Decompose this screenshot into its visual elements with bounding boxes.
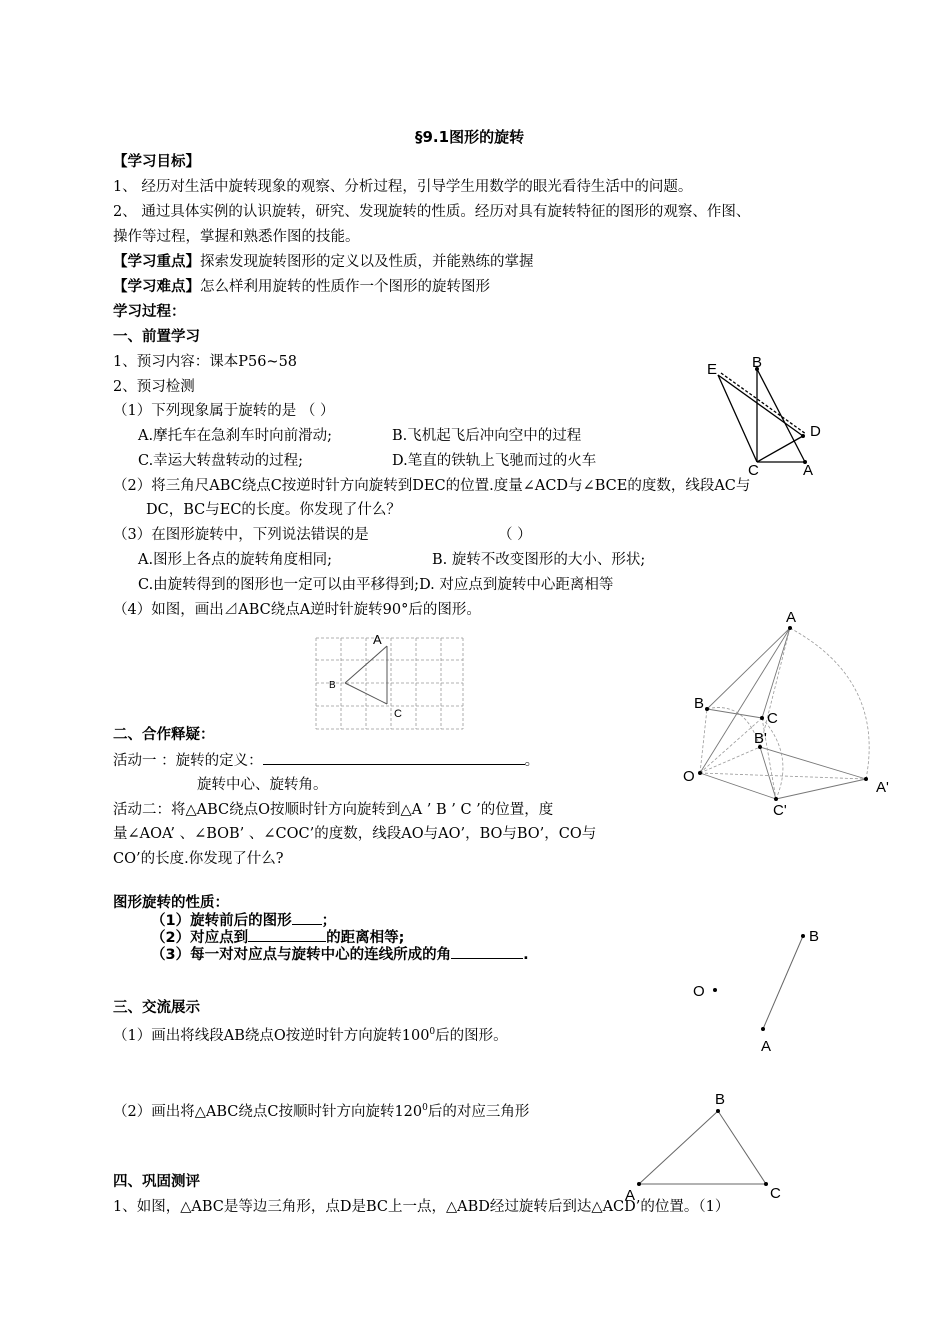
property-2-end: 的距离相等; bbox=[326, 930, 405, 946]
activity2-line3: CO’的长度.你发现了什么? bbox=[113, 851, 284, 867]
fig5-point-c bbox=[764, 1182, 768, 1186]
fig1-label-a: A bbox=[803, 462, 814, 479]
fig3-point-a bbox=[788, 626, 792, 630]
s4-q1: 1、如图，△ABC是等边三角形，点D是BC上一点，△ABD经过旋转后到达△ACD’的位置。（1） bbox=[113, 1199, 730, 1215]
activity1 bbox=[113, 750, 539, 771]
section3-heading: 三、交流展示 bbox=[113, 1000, 200, 1016]
fig3-label-a: A bbox=[786, 609, 797, 626]
page-title: §9.1图形的旋转 bbox=[415, 128, 525, 146]
fig3-label-c-prime: C' bbox=[773, 802, 787, 819]
property-2-text: （2）对应点到 bbox=[151, 930, 249, 946]
fig5-segment-ab bbox=[639, 1111, 718, 1184]
property-3 bbox=[151, 946, 529, 964]
fig1-label-c: C bbox=[748, 462, 759, 479]
key-point-label: 【学习重点】 bbox=[113, 254, 200, 270]
properties-heading: 图形旋转的性质： bbox=[113, 895, 229, 911]
s3-q2-end: 后的对应三角形 bbox=[427, 1103, 530, 1120]
fig5-label-b: B bbox=[715, 1091, 726, 1108]
key-point bbox=[113, 252, 534, 272]
difficulty bbox=[113, 277, 490, 297]
property-1-end: ； bbox=[321, 913, 337, 929]
property-1-text: （1）旋转前后的图形 bbox=[151, 913, 292, 929]
s3-q2 bbox=[113, 1098, 529, 1122]
difficulty-label: 【学习难点】 bbox=[113, 279, 200, 295]
property-3-blank[interactable] bbox=[451, 946, 523, 959]
activity2-line1: 活动二：将△ABC绕点O按顺时针方向旋转到△A ’ B ’ C ’的位置，度 bbox=[113, 802, 554, 818]
fig5-point-b bbox=[716, 1109, 720, 1113]
fig4-segment-ab bbox=[763, 936, 803, 1029]
fig5-label-c: C bbox=[770, 1185, 781, 1202]
section4-heading: 四、巩固测评 bbox=[113, 1174, 200, 1190]
activity1-end: 。 bbox=[524, 753, 540, 769]
fig5-segment-bc bbox=[718, 1111, 766, 1184]
fig1-label-e: E bbox=[707, 361, 718, 378]
fig3-point-c-prime bbox=[774, 797, 778, 801]
fig3-label-a-prime: A' bbox=[876, 779, 889, 796]
s3-q2-degree: 0 bbox=[422, 1103, 428, 1113]
q2-line1: （2）将三角尺ABC绕点C按逆时针方向旋转到DEC的位置.度量∠ACD与∠BCE的度数，线段AC与 bbox=[113, 478, 751, 494]
property-1-blank[interactable] bbox=[292, 912, 322, 925]
process-heading: 学习过程： bbox=[113, 304, 186, 320]
fig2-label-c: C bbox=[394, 708, 402, 720]
fig1-label-d: D bbox=[810, 423, 821, 440]
property-2-blank[interactable] bbox=[248, 929, 326, 942]
s3-q1-degree: 0 bbox=[429, 1027, 436, 1037]
objective-2-line1: 2、 通过具体实例的认识旋转，研究、发现旋转的性质。经历对具有旋转特征的图形的观察、作图、 bbox=[113, 204, 751, 220]
activity1-blank[interactable] bbox=[263, 750, 525, 765]
q3-option-a: A.图形上各点的旋转角度相同; bbox=[138, 552, 332, 568]
q3-bracket: （ ） bbox=[498, 527, 532, 543]
s3-q1 bbox=[113, 1022, 508, 1046]
fig5-point-a bbox=[637, 1182, 641, 1186]
q1-option-b: B.飞机起飞后冲向空中的过程 bbox=[392, 428, 582, 444]
property-2 bbox=[151, 929, 404, 947]
property-1 bbox=[151, 912, 336, 930]
s3-q1-end: 后的图形。 bbox=[435, 1027, 508, 1044]
fig3-label-b: B bbox=[694, 695, 705, 712]
figure-triangle-abc bbox=[620, 1088, 790, 1208]
figure-rotation-triangle bbox=[700, 350, 830, 480]
s3-q2-text: （2）画出将△ABC绕点C按顺时针方向旋转120 bbox=[113, 1103, 423, 1120]
fig2-segment-ab bbox=[345, 646, 387, 683]
fig3-point-b bbox=[705, 707, 709, 711]
fig4-point-o bbox=[713, 988, 717, 992]
q1-stem: （1）下列现象属于旋转的是 （ ） bbox=[113, 403, 335, 419]
objective-2-line2: 操作等过程，掌握和熟悉作图的技能。 bbox=[113, 229, 360, 245]
difficulty-text: 怎么样利用旋转的性质作一个图形的旋转图形 bbox=[200, 279, 490, 295]
section1-heading: 一、前置学习 bbox=[113, 329, 200, 345]
activity2-line2: 量∠AOA’ 、∠BOB’ 、∠COC’的度数，线段AO与AO’，BO与BO’，CO与 bbox=[113, 826, 597, 842]
fig4-label-a: A bbox=[761, 1038, 772, 1055]
q1-option-a: A.摩托车在急刹车时向前滑动; bbox=[138, 428, 332, 444]
objectives-heading: 【学习目标】 bbox=[113, 154, 200, 170]
fig1-label-b: B bbox=[752, 354, 763, 371]
fig1-point-d bbox=[801, 434, 805, 438]
preview-content: 1、预习内容：课本P56~58 bbox=[113, 354, 298, 370]
figure-segment-ab bbox=[690, 925, 830, 1055]
fig2-label-a: A bbox=[373, 632, 382, 647]
fig2-label-b: B bbox=[329, 680, 336, 691]
fig3-point-o bbox=[698, 771, 702, 775]
fig5-label-a: A bbox=[625, 1187, 636, 1204]
activity1-line2: 旋转中心、旋转角。 bbox=[197, 777, 328, 793]
q3-option-b: B. 旋转不改变图形的大小、形状; bbox=[432, 552, 646, 568]
fig1-segment-cd bbox=[757, 436, 803, 462]
q4-text: （4）如图，画出⊿ABC绕点A逆时针旋转90°后的图形。 bbox=[113, 602, 481, 618]
fig4-point-b bbox=[801, 934, 805, 938]
fig3-label-b-prime: B' bbox=[754, 730, 767, 747]
fig3-point-c bbox=[760, 716, 764, 720]
fig3-label-c: C bbox=[767, 710, 778, 727]
q3-stem: （3）在图形旋转中，下列说法错误的是 bbox=[113, 527, 369, 543]
section2-heading: 二、合作释疑： bbox=[113, 727, 215, 743]
figure-grid-triangle bbox=[310, 630, 470, 730]
property-3-end: . bbox=[523, 947, 529, 963]
q3-option-cd: C.由旋转得到的图形也一定可以由平移得到;D. 对应点到旋转中心距离相等 bbox=[138, 577, 614, 593]
key-point-text: 探索发现旋转图形的定义以及性质，并能熟练的掌握 bbox=[200, 254, 534, 270]
fig1-segment-ec bbox=[718, 375, 757, 462]
fig1-segment-ed bbox=[718, 375, 803, 436]
q1-option-d: D.笔直的铁轨上飞驰而过的火车 bbox=[392, 453, 597, 469]
objective-1: 1、 经历对生活中旋转现象的观察、分析过程，引导学生用数学的眼光看待生活中的问题。 bbox=[113, 179, 693, 195]
fig3-point-a-prime bbox=[864, 777, 868, 781]
fig4-label-b: B bbox=[809, 928, 820, 945]
property-3-text: （3）每一对对应点与旋转中心的连线所成的角 bbox=[151, 947, 452, 963]
fig3-label-o: O bbox=[683, 768, 695, 785]
q2-line2: DC，BC与EC的长度。你发现了什么？ bbox=[146, 502, 401, 518]
activity1-label: 活动一 ：旋转的定义： bbox=[113, 753, 263, 769]
s3-q1-text: （1）画出将线段AB绕点O按逆时针方向旋转100 bbox=[113, 1027, 430, 1044]
figure-rotation-about-o bbox=[680, 605, 895, 825]
q1-option-c: C.幸运大转盘转动的过程; bbox=[138, 453, 304, 469]
fig4-label-o: O bbox=[693, 983, 705, 1000]
preview-check: 2、预习检测 bbox=[113, 379, 195, 395]
fig4-point-a bbox=[761, 1027, 765, 1031]
